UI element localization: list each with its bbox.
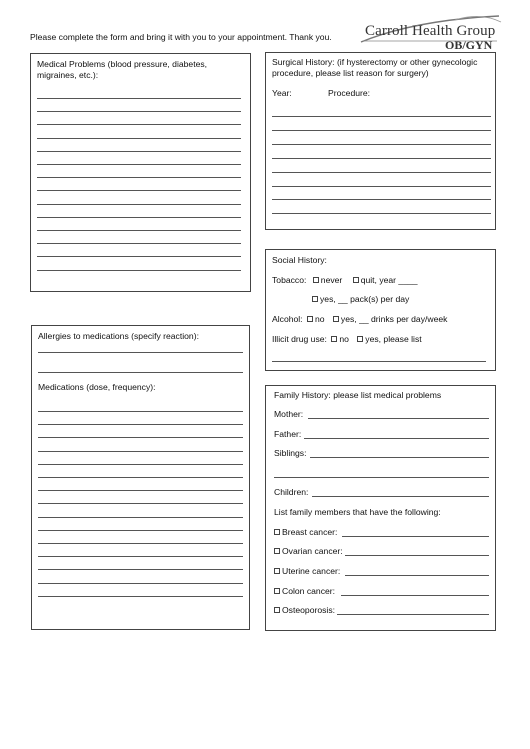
writing-line[interactable] <box>37 270 241 271</box>
siblings-label: Siblings: <box>274 448 307 458</box>
writing-line[interactable] <box>38 583 243 584</box>
osteoporosis-row <box>274 605 335 616</box>
writing-line[interactable] <box>38 464 243 465</box>
illicit-yes-checkbox[interactable] <box>357 336 363 342</box>
writing-line[interactable] <box>38 503 243 504</box>
writing-line[interactable] <box>272 186 491 187</box>
alcohol-label: Alcohol: <box>272 314 303 324</box>
illicit-list-line[interactable] <box>272 361 486 362</box>
medications-label: Medications (dose, frequency): <box>38 382 156 392</box>
writing-line[interactable] <box>37 256 241 257</box>
alcohol-yes-checkbox[interactable] <box>333 316 339 322</box>
illicit-label: Illicit drug use: <box>272 334 327 344</box>
writing-line[interactable] <box>37 190 241 191</box>
logo <box>355 10 505 52</box>
writing-line[interactable] <box>38 543 243 544</box>
tobacco-never-checkbox[interactable] <box>313 277 319 283</box>
writing-line[interactable] <box>37 217 241 218</box>
writing-line[interactable] <box>38 477 243 478</box>
writing-line[interactable] <box>37 98 241 99</box>
illicit-no-label: no <box>339 334 349 344</box>
breast-cancer-field[interactable] <box>342 536 489 537</box>
alcohol-no-checkbox[interactable] <box>307 316 313 322</box>
alcohol-row <box>272 314 447 325</box>
writing-line[interactable] <box>272 144 491 145</box>
osteoporosis-label: Osteoporosis: <box>282 605 336 615</box>
logo-name: Carroll Health Group <box>365 23 496 39</box>
social-history-title: Social History: <box>272 255 327 265</box>
medical-problems-label: Medical Problems (blood pressure, diabetes, migraines, etc.): <box>37 59 208 80</box>
tobacco-quit-label: quit, year ____ <box>360 275 418 285</box>
writing-line[interactable] <box>37 230 241 231</box>
breast-cancer-checkbox[interactable] <box>274 529 280 535</box>
writing-line[interactable] <box>37 177 241 178</box>
writing-line[interactable] <box>37 204 241 205</box>
tobacco-yes-checkbox[interactable] <box>312 296 318 302</box>
procedure-label: Procedure: <box>328 88 371 98</box>
allergies-line[interactable] <box>38 372 243 373</box>
illicit-no-checkbox[interactable] <box>331 336 337 342</box>
writing-line[interactable] <box>37 138 241 139</box>
medical-problems-section <box>30 53 251 292</box>
mother-label: Mother: <box>274 409 304 419</box>
writing-line[interactable] <box>272 158 491 159</box>
ovarian-cancer-label: Ovarian cancer: <box>282 546 343 556</box>
surgical-history-section <box>265 52 496 230</box>
alcohol-no-label: no <box>314 314 325 324</box>
writing-line[interactable] <box>37 124 241 125</box>
writing-line[interactable] <box>38 490 243 491</box>
breast-cancer-row <box>274 527 337 538</box>
uterine-cancer-checkbox[interactable] <box>274 568 280 574</box>
father-field[interactable] <box>304 438 489 439</box>
ovarian-cancer-field[interactable] <box>345 555 489 556</box>
osteoporosis-field[interactable] <box>337 614 489 615</box>
family-history-title: Family History: please list medical problems <box>274 390 442 400</box>
writing-line[interactable] <box>38 411 243 412</box>
family-list-label: List family members that have the following: <box>274 507 441 517</box>
allergies-label: Allergies to medications (specify reaction): <box>38 331 199 341</box>
writing-line[interactable] <box>38 517 243 518</box>
family-history-section <box>265 385 496 631</box>
father-label: Father: <box>274 429 302 439</box>
ovarian-cancer-row <box>274 546 343 557</box>
illicit-yes-label: yes, please list <box>365 334 422 344</box>
writing-line[interactable] <box>38 530 243 531</box>
writing-line[interactable] <box>38 569 243 570</box>
uterine-cancer-row <box>274 566 340 577</box>
surgical-history-label: Surgical History: (if hysterectomy or other gynecologic procedure, please list reason for surgery) <box>272 57 478 78</box>
alcohol-yes-label: yes, __ drinks per day/week <box>340 314 448 324</box>
logo-subtitle: OB/GYN <box>445 38 493 52</box>
osteoporosis-checkbox[interactable] <box>274 607 280 613</box>
allergies-line[interactable] <box>38 352 243 353</box>
siblings-field[interactable] <box>310 457 489 458</box>
tobacco-yes-label: yes, __ pack(s) per day <box>320 294 410 304</box>
colon-cancer-row <box>274 586 335 597</box>
children-label: Children: <box>274 487 309 497</box>
colon-cancer-field[interactable] <box>341 595 489 596</box>
writing-line[interactable] <box>38 437 243 438</box>
writing-line[interactable] <box>37 151 241 152</box>
year-label: Year: <box>272 88 292 98</box>
uterine-cancer-field[interactable] <box>345 575 489 576</box>
writing-line[interactable] <box>37 164 241 165</box>
writing-line[interactable] <box>37 111 241 112</box>
allergies-medications-section <box>31 325 250 630</box>
writing-line[interactable] <box>272 116 491 117</box>
colon-cancer-checkbox[interactable] <box>274 588 280 594</box>
writing-line[interactable] <box>38 451 243 452</box>
writing-line[interactable] <box>38 556 243 557</box>
social-history-section <box>265 249 496 371</box>
mother-field[interactable] <box>308 418 489 419</box>
siblings-field-extra[interactable] <box>274 477 489 478</box>
tobacco-yes-row <box>312 294 409 305</box>
colon-cancer-label: Colon cancer: <box>282 586 336 596</box>
breast-cancer-label: Breast cancer: <box>282 527 338 537</box>
writing-line[interactable] <box>272 199 491 200</box>
illicit-row <box>272 334 422 345</box>
tobacco-quit-checkbox[interactable] <box>353 277 359 283</box>
tobacco-row <box>272 275 418 286</box>
ovarian-cancer-checkbox[interactable] <box>274 548 280 554</box>
writing-line[interactable] <box>272 213 491 214</box>
form-instruction: Please complete the form and bring it with you to your appointment. Thank you. <box>30 32 332 42</box>
children-field[interactable] <box>312 496 489 497</box>
writing-line[interactable] <box>272 172 491 173</box>
tobacco-never-label: never <box>320 275 343 285</box>
tobacco-label: Tobacco: <box>272 275 307 285</box>
writing-line[interactable] <box>38 424 243 425</box>
writing-line[interactable] <box>272 130 491 131</box>
writing-line[interactable] <box>38 596 243 597</box>
writing-line[interactable] <box>37 243 241 244</box>
uterine-cancer-label: Uterine cancer: <box>282 566 341 576</box>
